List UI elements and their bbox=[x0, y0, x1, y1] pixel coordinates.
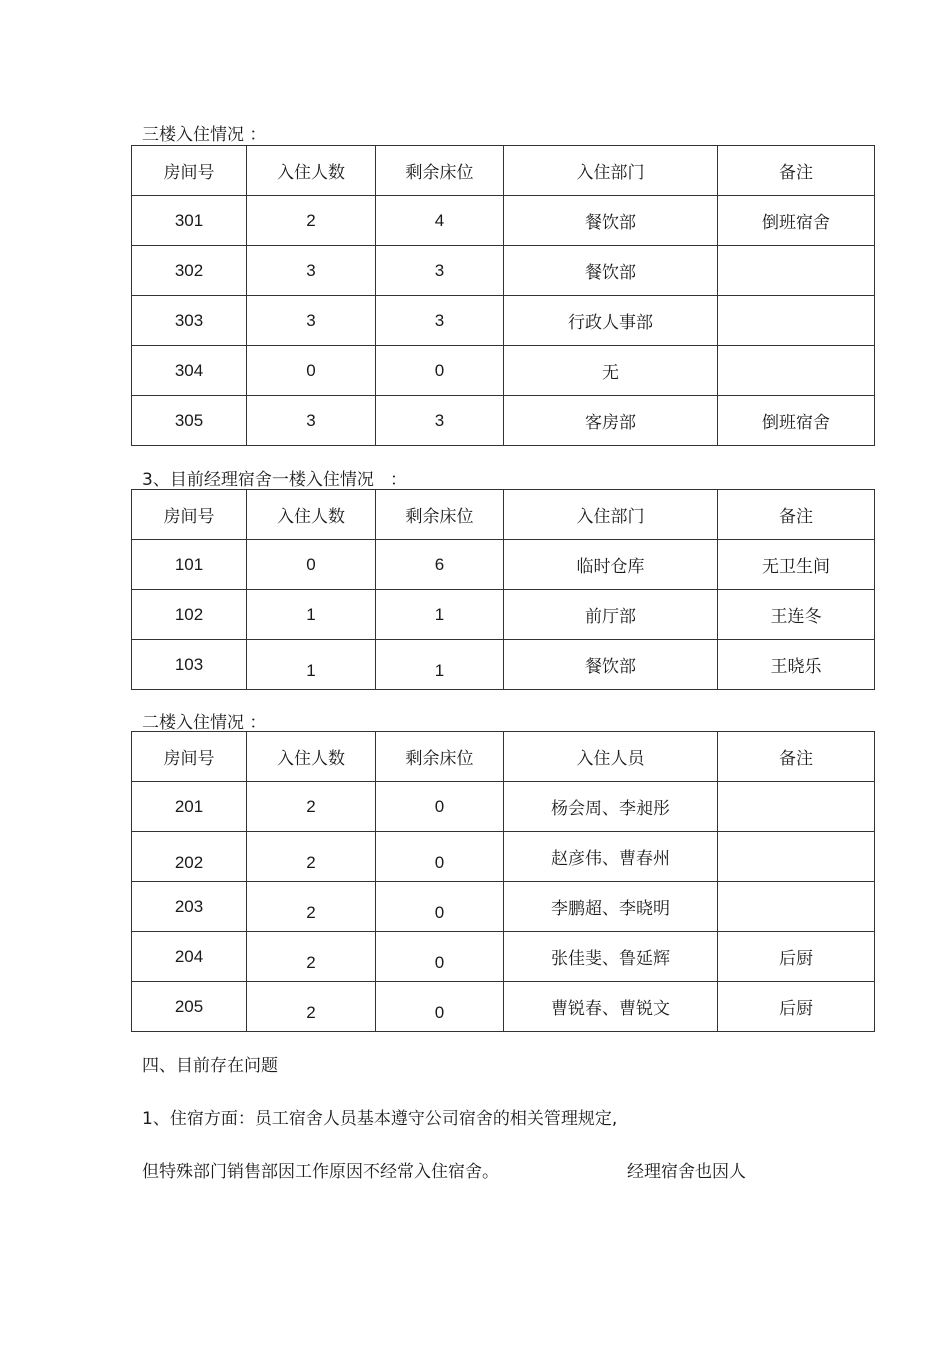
note-cell bbox=[718, 782, 875, 832]
header-occupants: 入住人数 bbox=[247, 146, 376, 196]
department-cell: 临时仓库 bbox=[504, 540, 718, 590]
note-cell bbox=[718, 882, 875, 932]
header-note: 备注 bbox=[718, 732, 875, 782]
header-remaining-beds: 剩余床位 bbox=[376, 146, 504, 196]
table-row bbox=[132, 296, 875, 346]
occupants-cell: 2 bbox=[247, 196, 376, 246]
occupants-value: 2 bbox=[306, 952, 316, 972]
room-cell: 301 bbox=[132, 196, 247, 246]
occupants-cell: 1 bbox=[247, 590, 376, 640]
remaining-cell: 3 bbox=[376, 246, 504, 296]
note-cell: 后厨 bbox=[718, 982, 875, 1032]
remaining-cell bbox=[376, 882, 504, 932]
table-row bbox=[132, 640, 875, 690]
note-cell: 王晓乐 bbox=[718, 640, 875, 690]
remaining-value: 0 bbox=[434, 902, 445, 922]
room-cell: 302 bbox=[132, 246, 247, 296]
table-row bbox=[132, 346, 875, 396]
header-occupants: 入住人数 bbox=[247, 732, 376, 782]
remaining-cell: 6 bbox=[376, 540, 504, 590]
room-value: 202 bbox=[174, 852, 204, 872]
header-room: 房间号 bbox=[132, 490, 247, 540]
occupants-cell bbox=[247, 640, 376, 690]
remaining-cell: 0 bbox=[376, 346, 504, 396]
room-cell: 303 bbox=[132, 296, 247, 346]
remaining-cell: 1 bbox=[376, 590, 504, 640]
department-cell: 无 bbox=[504, 346, 718, 396]
remaining-cell: 4 bbox=[376, 196, 504, 246]
table-row bbox=[132, 782, 875, 832]
floor2-table bbox=[131, 731, 875, 1032]
room-cell: 201 bbox=[132, 782, 247, 832]
room-cell: 305 bbox=[132, 396, 247, 446]
table-row bbox=[132, 882, 875, 932]
header-remaining-beds: 剩余床位 bbox=[376, 732, 504, 782]
section4-heading: 四、目前存在问题 bbox=[142, 1056, 278, 1076]
department-cell: 餐饮部 bbox=[504, 196, 718, 246]
department-cell: 前厅部 bbox=[504, 590, 718, 640]
note-cell bbox=[718, 246, 875, 296]
header-note: 备注 bbox=[718, 146, 875, 196]
room-cell: 103 bbox=[132, 640, 247, 690]
note-cell: 倒班宿舍 bbox=[718, 196, 875, 246]
department-cell: 餐饮部 bbox=[504, 246, 718, 296]
occupants-cell bbox=[247, 882, 376, 932]
remaining-value: 0 bbox=[434, 952, 445, 972]
floor3-heading: 三楼入住情况 ： bbox=[142, 125, 267, 145]
occupants-cell: 2 bbox=[247, 782, 376, 832]
room-cell: 204 bbox=[132, 932, 247, 982]
table-row bbox=[132, 246, 875, 296]
header-department: 入住部门 bbox=[504, 146, 718, 196]
department-cell: 客房部 bbox=[504, 396, 718, 446]
occupants-cell bbox=[247, 832, 376, 882]
table-row bbox=[132, 832, 875, 882]
note-cell: 无卫生间 bbox=[718, 540, 875, 590]
header-residents: 入住人员 bbox=[504, 732, 718, 782]
room-cell bbox=[132, 832, 247, 882]
header-department: 入住部门 bbox=[504, 490, 718, 540]
remaining-cell: 3 bbox=[376, 296, 504, 346]
note-cell bbox=[718, 832, 875, 882]
table-row bbox=[132, 590, 875, 640]
table-header-row bbox=[132, 732, 875, 782]
occupants-cell: 3 bbox=[247, 396, 376, 446]
note-cell: 倒班宿舍 bbox=[718, 396, 875, 446]
residents-cell: 赵彦伟、曹春州 bbox=[504, 832, 718, 882]
note-cell: 后厨 bbox=[718, 932, 875, 982]
table-row bbox=[132, 396, 875, 446]
remaining-cell bbox=[376, 832, 504, 882]
room-cell: 304 bbox=[132, 346, 247, 396]
occupants-value: 2 bbox=[306, 1002, 316, 1022]
manager-floor1-heading: 3、目前经理宿舍一楼入住情况 ： bbox=[142, 470, 408, 490]
room-cell: 203 bbox=[132, 882, 247, 932]
table-header-row bbox=[132, 490, 875, 540]
occupants-value: 1 bbox=[306, 660, 316, 680]
room-cell: 102 bbox=[132, 590, 247, 640]
occupants-cell bbox=[247, 982, 376, 1032]
manager-floor1-table bbox=[131, 489, 875, 690]
header-occupants: 入住人数 bbox=[247, 490, 376, 540]
remaining-cell: 0 bbox=[376, 782, 504, 832]
occupants-value: 2 bbox=[306, 852, 316, 872]
floor2-heading: 二楼入住情况 ： bbox=[142, 713, 267, 733]
remaining-cell bbox=[376, 982, 504, 1032]
occupants-cell: 3 bbox=[247, 296, 376, 346]
header-note: 备注 bbox=[718, 490, 875, 540]
table-row bbox=[132, 540, 875, 590]
header-room: 房间号 bbox=[132, 146, 247, 196]
remaining-cell: 3 bbox=[376, 396, 504, 446]
room-cell: 101 bbox=[132, 540, 247, 590]
section4-paragraph-line2a: 但特殊部门销售部因工作原因不经常入住宿舍。 bbox=[142, 1162, 499, 1182]
residents-cell: 曹锐春、曹锐文 bbox=[504, 982, 718, 1032]
occupants-cell: 0 bbox=[247, 540, 376, 590]
note-cell bbox=[718, 346, 875, 396]
section4-paragraph-line1: 1、住宿方面：员工宿舍人员基本遵守公司宿舍的相关管理规定, bbox=[142, 1109, 618, 1129]
room-cell: 205 bbox=[132, 982, 247, 1032]
remaining-cell bbox=[376, 932, 504, 982]
residents-cell: 杨会周、李昶彤 bbox=[504, 782, 718, 832]
table-header-row bbox=[132, 146, 875, 196]
remaining-value: 0 bbox=[434, 852, 445, 872]
header-remaining-beds: 剩余床位 bbox=[376, 490, 504, 540]
occupants-cell: 3 bbox=[247, 246, 376, 296]
note-cell: 王连冬 bbox=[718, 590, 875, 640]
remaining-value: 0 bbox=[434, 1002, 445, 1022]
remaining-cell bbox=[376, 640, 504, 690]
floor3-table bbox=[131, 145, 875, 446]
occupants-value: 2 bbox=[306, 902, 316, 922]
note-cell bbox=[718, 296, 875, 346]
residents-cell: 李鹏超、李晓明 bbox=[504, 882, 718, 932]
occupants-cell: 0 bbox=[247, 346, 376, 396]
table-row bbox=[132, 196, 875, 246]
department-cell: 行政人事部 bbox=[504, 296, 718, 346]
occupants-cell bbox=[247, 932, 376, 982]
table-row bbox=[132, 982, 875, 1032]
header-room: 房间号 bbox=[132, 732, 247, 782]
section4-paragraph-line2b: 经理宿舍也因人 bbox=[627, 1162, 746, 1182]
residents-cell: 张佳斐、鲁延辉 bbox=[504, 932, 718, 982]
remaining-value: 1 bbox=[434, 660, 445, 680]
department-cell: 餐饮部 bbox=[504, 640, 718, 690]
table-row bbox=[132, 932, 875, 982]
